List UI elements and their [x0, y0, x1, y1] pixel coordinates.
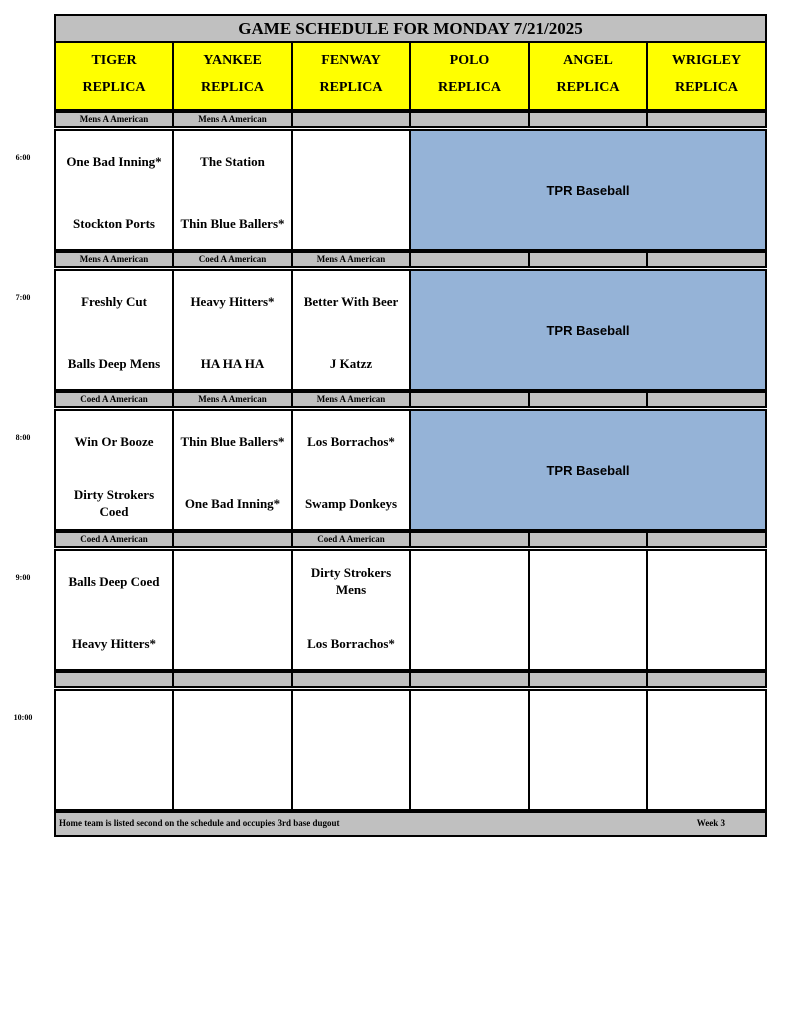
division-label [172, 671, 293, 688]
game-cell [291, 129, 411, 251]
game-cell [291, 549, 411, 671]
home-team: Heavy Hitters* [71, 635, 157, 651]
home-team: Stockton Ports [73, 215, 155, 231]
division-label: Mens A American [54, 111, 174, 128]
away-team [60, 703, 168, 739]
field-sub: REPLICA [319, 80, 383, 95]
game-cell [54, 269, 174, 391]
home-team: Swamp Donkeys [304, 495, 398, 511]
field-header-yankee [172, 41, 293, 111]
reserved-block-label: TPR Baseball [546, 322, 630, 338]
reserved-block [409, 409, 767, 531]
field-sub: REPLICA [200, 80, 264, 95]
home-team [178, 625, 287, 661]
schedule-footer [54, 811, 767, 837]
home-team [652, 625, 761, 661]
division-label: Mens A American [172, 391, 293, 408]
footer-note: Home team is listed second on the schedule and occupies 3rd base dugout [59, 818, 340, 828]
reserved-block [409, 269, 767, 391]
field-header-polo [409, 41, 530, 111]
division-label: Mens A American [291, 251, 411, 268]
division-label [528, 391, 648, 408]
division-label: Mens A American [291, 391, 411, 408]
time-label: 9:00 [15, 573, 31, 582]
game-cell [528, 689, 648, 811]
division-label [409, 251, 530, 268]
field-name: YANKEE [203, 53, 262, 68]
game-cell [646, 549, 767, 671]
away-team: One Bad Inning* [66, 153, 162, 169]
time-label: 7:00 [15, 293, 31, 302]
away-team: Heavy Hitters* [190, 293, 275, 309]
home-team [297, 205, 405, 241]
home-team [297, 765, 405, 801]
away-team [652, 563, 761, 599]
division-label: Coed A American [172, 251, 293, 268]
field-name: POLO [449, 53, 490, 68]
home-team: J Katzz [329, 355, 373, 371]
away-team: Better With Beer [303, 293, 399, 309]
home-team [534, 625, 642, 661]
division-label [409, 391, 530, 408]
home-team: Los Borrachos* [307, 635, 395, 651]
division-label [528, 111, 648, 128]
field-name: WRIGLEY [671, 53, 742, 68]
field-header-tiger [54, 41, 174, 111]
field-name: TIGER [91, 53, 137, 68]
division-label [646, 531, 767, 548]
game-cell [54, 129, 174, 251]
game-cell [409, 689, 530, 811]
division-label [528, 251, 648, 268]
field-name: ANGEL [563, 53, 613, 68]
away-team [178, 703, 287, 739]
home-team [415, 625, 524, 661]
division-label [409, 671, 530, 688]
division-label: Mens A American [54, 251, 174, 268]
away-team: Freshly Cut [81, 293, 147, 309]
division-label [54, 671, 174, 688]
division-label [291, 111, 411, 128]
time-label: 8:00 [15, 433, 31, 442]
field-sub: REPLICA [82, 80, 146, 95]
game-cell [172, 549, 293, 671]
time-label: 10:00 [13, 713, 33, 722]
field-name: FENWAY [321, 53, 381, 68]
division-label [528, 531, 648, 548]
division-label: Mens A American [172, 111, 293, 128]
division-label [646, 111, 767, 128]
schedule-title: GAME SCHEDULE FOR MONDAY 7/21/2025 [54, 14, 767, 43]
reserved-block [409, 129, 767, 251]
home-team [652, 765, 761, 801]
game-cell [54, 409, 174, 531]
home-team [178, 765, 287, 801]
game-cell [291, 269, 411, 391]
away-team: Win Or Booze [74, 433, 154, 449]
division-label [291, 671, 411, 688]
home-team [60, 765, 168, 801]
game-cell [646, 689, 767, 811]
game-cell [172, 409, 293, 531]
division-label [409, 531, 530, 548]
away-team [534, 563, 642, 599]
away-team: Dirty Strokers Mens [310, 565, 392, 597]
game-cell [172, 269, 293, 391]
game-cell [172, 689, 293, 811]
field-sub: REPLICA [674, 80, 738, 95]
field-header-fenway [291, 41, 411, 111]
home-team: Dirty Strokers Coed [73, 487, 155, 519]
away-team [297, 703, 405, 739]
away-team: Balls Deep Coed [68, 573, 160, 589]
division-label: Coed A American [54, 531, 174, 548]
division-label: Coed A American [291, 531, 411, 548]
field-sub: REPLICA [556, 80, 620, 95]
field-header-wrigley [646, 41, 767, 111]
home-team: One Bad Inning* [184, 495, 281, 511]
away-team [415, 563, 524, 599]
away-team [415, 703, 524, 739]
field-header-angel [528, 41, 648, 111]
home-team: HA HA HA [200, 355, 265, 371]
time-label: 6:00 [15, 153, 31, 162]
away-team: Los Borrachos* [307, 433, 395, 449]
division-label: Coed A American [54, 391, 174, 408]
reserved-block-label: TPR Baseball [546, 462, 630, 478]
division-label [646, 251, 767, 268]
home-team: Balls Deep Mens [67, 355, 161, 371]
home-team [415, 765, 524, 801]
away-team [534, 703, 642, 739]
game-cell [172, 129, 293, 251]
away-team [297, 143, 405, 179]
division-label [528, 671, 648, 688]
away-team: Thin Blue Ballers* [180, 433, 285, 449]
division-label [646, 671, 767, 688]
division-label [646, 391, 767, 408]
away-team [652, 703, 761, 739]
division-label [172, 531, 293, 548]
home-team: Thin Blue Ballers* [180, 215, 285, 231]
week-label: Week 3 [696, 818, 725, 828]
away-team: The Station [200, 153, 265, 169]
home-team [534, 765, 642, 801]
game-cell [409, 549, 530, 671]
game-cell [528, 549, 648, 671]
game-cell [54, 549, 174, 671]
game-cell [291, 689, 411, 811]
division-label [409, 111, 530, 128]
game-cell [291, 409, 411, 531]
away-team [178, 563, 287, 599]
game-cell [54, 689, 174, 811]
field-sub: REPLICA [437, 80, 501, 95]
reserved-block-label: TPR Baseball [546, 182, 630, 198]
